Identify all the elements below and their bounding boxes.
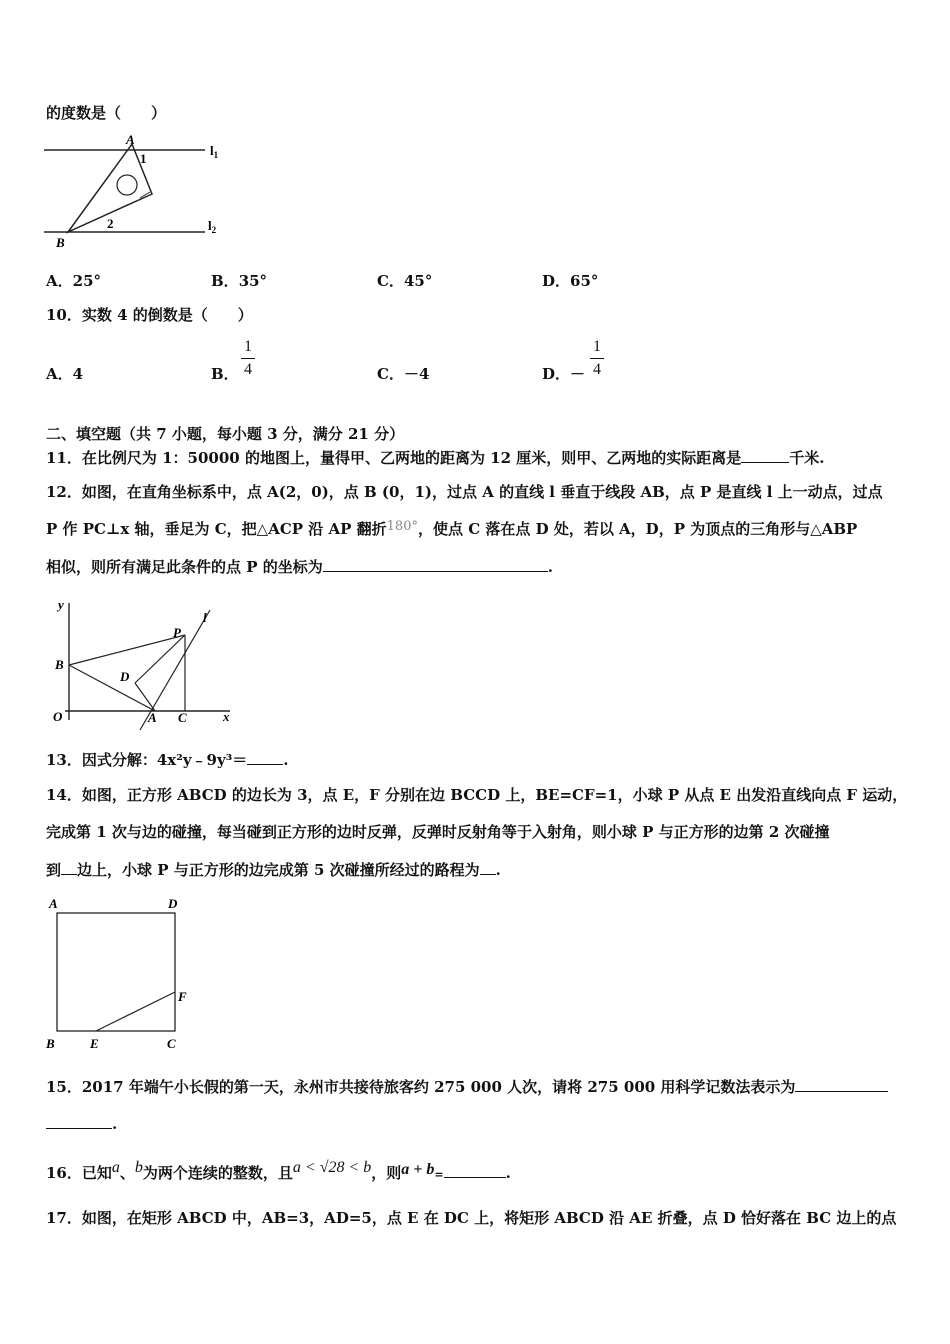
q11: 11．在比例尺为 1：50000 的地图上，量得甲、乙两地的距离为 12 厘米，则甲、乙两地的实际距离是 千米. [46, 449, 825, 467]
q14-line1: 14．如图，正方形 ABCD 的边长为 3，点 E，F 分别在边 BCCD 上，BE=CF=1，小球 P 从点 E 出发沿直线向点 F 运动， [46, 786, 908, 804]
q9-option-a: A．25° [46, 272, 102, 290]
q14-line3: 到 边上，小球 P 与正方形的边完成第 5 次碰撞所经过的路程为 . [46, 861, 501, 879]
label-C: C [178, 710, 187, 725]
q10-option-b-fraction: 1 4 [241, 338, 255, 379]
q10-option-a: A．4 [46, 365, 84, 383]
q17: 17．如图，在矩形 ABCD 中，AB=3，AD=5，点 E 在 DC 上，将矩形 ABCD 沿 AE 折叠，点 D 恰好落在 BC 边上的点 [46, 1209, 897, 1227]
q12-line3: 相似，则所有满足此条件的点 P 的坐标为 . [46, 558, 553, 576]
q13: 13．因式分解：4x²y﹣9y³＝ . [46, 751, 289, 769]
q16: 16．已知a、b为两个连续的整数，且a < √28 < b，则a + b= . [46, 1159, 511, 1182]
q10-option-b: B． [211, 365, 239, 383]
q15: 15．2017 年端午小长假的第一天，永州市共接待旅客约 275 000 人次，请将 275 000 用科学记数法表示为 [46, 1076, 888, 1097]
section-2-heading: 二、填空题（共 7 小题，每小题 3 分，满分 21 分） [46, 425, 405, 443]
q12-line2: P 作 PC⊥x 轴，垂足为 C，把△ACP 沿 AP 翻折180°，使点 C 落在点 D 处，若以 A，D，P 为顶点的三角形与△ABP [46, 519, 858, 538]
label-A: A [49, 896, 58, 911]
label-B: B [46, 1036, 55, 1051]
q9-option-c: C．45° [377, 272, 433, 290]
label-P: P [173, 625, 181, 640]
q15-continued: . [46, 1114, 117, 1133]
label-B: B [56, 235, 65, 250]
q9-stem-tail: 的度数是（ ） [46, 104, 167, 122]
label-D: D [168, 896, 178, 911]
q10-stem: 10．实数 4 的倒数是（ ） [46, 306, 253, 324]
label-B: B [55, 657, 64, 672]
label-A: A [126, 132, 135, 147]
q14-line2: 完成第 1 次与边的碰撞，每当碰到正方形的边时反弹，反弹时反射角等于入射角，则小球 P 与正方形的边第 2 次碰撞 [46, 823, 830, 841]
label-F: F [178, 989, 187, 1004]
q9-option-b: B．35° [211, 272, 268, 290]
q9-option-d: D．65° [542, 272, 599, 290]
q10-option-d: D．－ [542, 365, 586, 383]
label-A: A [148, 710, 157, 725]
q12-line1: 12．如图，在直角坐标系中，点 A(2，0)，点 B (0，1)，过点 A 的直线 l 垂直于线段 AB，点 P 是直线 l 上一动点，过点 [46, 483, 883, 501]
label-angle-2: 2 [107, 216, 114, 231]
label-l: l [203, 610, 207, 625]
label-l1: $l_1$ [210, 143, 219, 160]
label-E: E [90, 1036, 99, 1051]
q14-figure [45, 893, 205, 1053]
label-O: O [53, 709, 63, 724]
label-angle-1: 1 [140, 151, 147, 166]
label-D: D [120, 669, 130, 684]
q10-option-c: C．－4 [377, 365, 430, 383]
label-y: y [58, 597, 64, 612]
label-C: C [167, 1036, 176, 1051]
q12-figure [45, 595, 245, 730]
q10-option-d-fraction: 1 4 [590, 338, 604, 379]
q9-figure [40, 130, 240, 255]
label-x: x [223, 709, 230, 724]
label-l2: $l_2$ [208, 218, 217, 235]
